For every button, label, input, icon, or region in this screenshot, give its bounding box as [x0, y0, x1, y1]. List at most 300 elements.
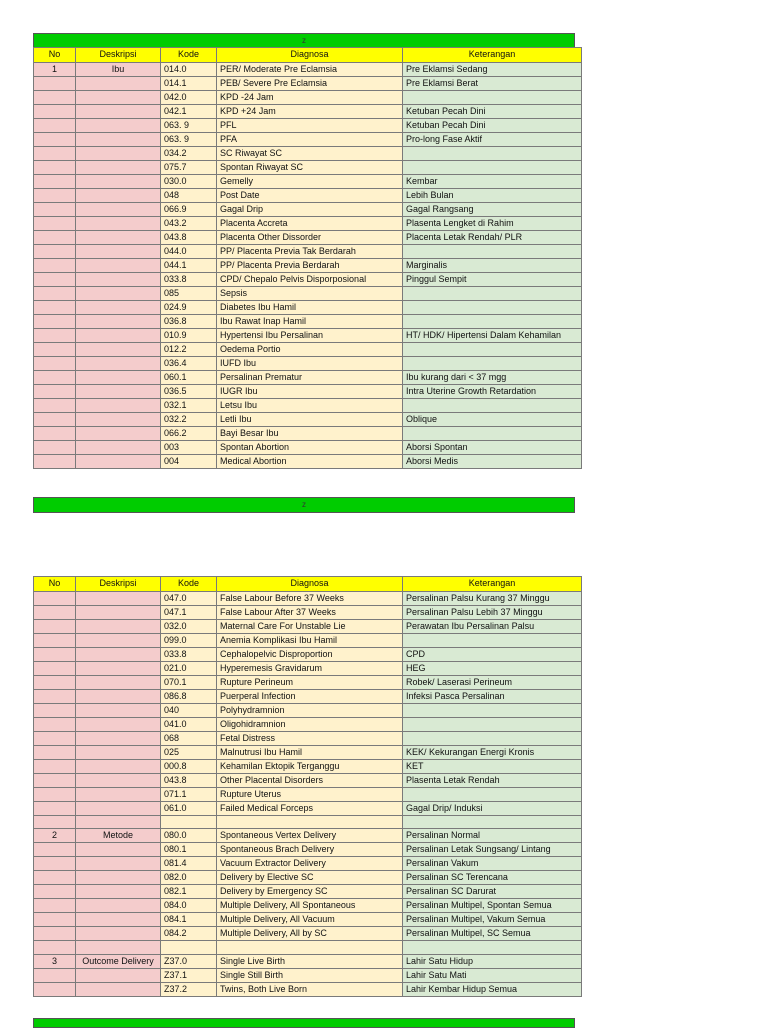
cell-no — [34, 968, 76, 982]
cell-no — [34, 216, 76, 230]
cell-deskripsi — [76, 412, 161, 426]
cell-deskripsi — [76, 454, 161, 468]
table-row — [34, 90, 582, 104]
header-keterangan: Keterangan — [403, 577, 582, 592]
cell-diagnosa: Spontan Riwayat SC — [217, 160, 403, 174]
cell-deskripsi — [76, 927, 161, 941]
table-row — [34, 202, 582, 216]
table-row — [34, 370, 582, 384]
cell-no — [34, 342, 76, 356]
cell-keterangan: Persalinan Normal — [403, 829, 582, 843]
cell-kode: 032.1 — [161, 398, 217, 412]
cell-kode: 099.0 — [161, 633, 217, 647]
cell-kode: 081.4 — [161, 857, 217, 871]
header-deskripsi: Deskripsi — [76, 577, 161, 592]
cell-deskripsi — [76, 160, 161, 174]
table-row — [34, 605, 582, 619]
cell-kode: 036.4 — [161, 356, 217, 370]
table-row — [34, 647, 582, 661]
cell-keterangan — [403, 398, 582, 412]
cell-diagnosa: Letli Ibu — [217, 412, 403, 426]
cell-kode: 080.1 — [161, 843, 217, 857]
cell-deskripsi — [76, 899, 161, 913]
cell-diagnosa: Spontaneous Brach Delivery — [217, 843, 403, 857]
cell-keterangan: Intra Uterine Growth Retardation — [403, 384, 582, 398]
cell-kode: 084.2 — [161, 927, 217, 941]
cell-diagnosa: Gagal Drip — [217, 202, 403, 216]
cell-no — [34, 591, 76, 605]
cell-no — [34, 188, 76, 202]
cell-diagnosa: Ibu Rawat Inap Hamil — [217, 314, 403, 328]
table-row — [34, 675, 582, 689]
table-row — [34, 857, 582, 871]
table-row — [34, 731, 582, 745]
cell-deskripsi — [76, 968, 161, 982]
table-row — [34, 941, 582, 955]
table-row — [34, 787, 582, 801]
cell-kode: 010.9 — [161, 328, 217, 342]
cell-kode: 043.8 — [161, 230, 217, 244]
cell-deskripsi — [76, 689, 161, 703]
cell-deskripsi — [76, 591, 161, 605]
cell-no — [34, 689, 76, 703]
table-row — [34, 132, 582, 146]
cell-diagnosa: Letsu Ibu — [217, 398, 403, 412]
cell-no — [34, 370, 76, 384]
cell-diagnosa: CPD/ Chepalo Pelvis Disporposional — [217, 272, 403, 286]
cell-deskripsi — [76, 647, 161, 661]
table-row — [34, 619, 582, 633]
table-row — [34, 146, 582, 160]
cell-kode: 068 — [161, 731, 217, 745]
cell-diagnosa — [217, 815, 403, 829]
diagnosis-table-ibu — [33, 47, 582, 469]
cell-deskripsi: Metode — [76, 829, 161, 843]
cell-diagnosa: False Labour After 37 Weeks — [217, 605, 403, 619]
cell-keterangan: Plasenta Letak Rendah — [403, 773, 582, 787]
cell-keterangan: Pre Eklamsi Sedang — [403, 62, 582, 76]
cell-deskripsi — [76, 104, 161, 118]
cell-deskripsi — [76, 913, 161, 927]
cell-no — [34, 857, 76, 871]
cell-deskripsi — [76, 871, 161, 885]
cell-kode: 044.1 — [161, 258, 217, 272]
table-row — [34, 412, 582, 426]
cell-diagnosa: PFA — [217, 132, 403, 146]
cell-deskripsi — [76, 703, 161, 717]
cell-keterangan: Ibu kurang dari < 37 mgg — [403, 370, 582, 384]
header-keterangan: Keterangan — [403, 48, 582, 63]
cell-deskripsi — [76, 661, 161, 675]
cell-diagnosa: Puerperal Infection — [217, 689, 403, 703]
cell-kode: 024.9 — [161, 300, 217, 314]
cell-keterangan — [403, 941, 582, 955]
cell-no — [34, 703, 76, 717]
cell-diagnosa: False Labour Before 37 Weeks — [217, 591, 403, 605]
cell-no — [34, 412, 76, 426]
cell-diagnosa: IUGR Ibu — [217, 384, 403, 398]
cell-no — [34, 927, 76, 941]
cell-keterangan — [403, 731, 582, 745]
cell-no — [34, 272, 76, 286]
cell-kode: 036.8 — [161, 314, 217, 328]
cell-deskripsi — [76, 745, 161, 759]
cell-keterangan: Persalinan Palsu Kurang 37 Minggu — [403, 591, 582, 605]
cell-no — [34, 132, 76, 146]
header-diagnosa: Diagnosa — [217, 577, 403, 592]
cell-deskripsi — [76, 731, 161, 745]
cell-deskripsi — [76, 815, 161, 829]
cell-no — [34, 160, 76, 174]
cell-diagnosa: Persalinan Prematur — [217, 370, 403, 384]
cell-no — [34, 286, 76, 300]
cell-no — [34, 647, 76, 661]
cell-kode: 061.0 — [161, 801, 217, 815]
cell-kode: 041.0 — [161, 717, 217, 731]
table-row — [34, 717, 582, 731]
cell-deskripsi — [76, 300, 161, 314]
cell-keterangan — [403, 160, 582, 174]
cell-no — [34, 454, 76, 468]
cell-no — [34, 76, 76, 90]
cell-keterangan: Plasenta Lengket di Rahim — [403, 216, 582, 230]
header-no: No — [34, 577, 76, 592]
table-row — [34, 356, 582, 370]
cell-keterangan: Kembar — [403, 174, 582, 188]
cell-kode: 070.1 — [161, 675, 217, 689]
cell-no — [34, 356, 76, 370]
table-row — [34, 76, 582, 90]
cell-keterangan: Ketuban Pecah Dini — [403, 104, 582, 118]
table-row — [34, 689, 582, 703]
cell-deskripsi — [76, 384, 161, 398]
table-row — [34, 384, 582, 398]
cell-diagnosa: Post Date — [217, 188, 403, 202]
cell-deskripsi — [76, 801, 161, 815]
table-row — [34, 843, 582, 857]
cell-kode: 043.2 — [161, 216, 217, 230]
cell-deskripsi — [76, 286, 161, 300]
cell-diagnosa: Single Still Birth — [217, 968, 403, 982]
table-row — [34, 591, 582, 605]
cell-deskripsi — [76, 202, 161, 216]
cell-deskripsi — [76, 941, 161, 955]
cell-no: 1 — [34, 62, 76, 76]
cell-no: 3 — [34, 954, 76, 968]
cell-diagnosa: Maternal Care For Unstable Lie — [217, 619, 403, 633]
cell-diagnosa: Other Placental Disorders — [217, 773, 403, 787]
cell-diagnosa: PP/ Placenta Previa Tak Berdarah — [217, 244, 403, 258]
cell-kode: 036.5 — [161, 384, 217, 398]
cell-diagnosa: Oedema Portio — [217, 342, 403, 356]
cell-keterangan — [403, 146, 582, 160]
cell-no — [34, 440, 76, 454]
cell-diagnosa: Hypertensi Ibu Persalinan — [217, 328, 403, 342]
header-kode: Kode — [161, 48, 217, 63]
cell-no — [34, 633, 76, 647]
cell-kode: 014.1 — [161, 76, 217, 90]
cell-deskripsi: Ibu — [76, 62, 161, 76]
cell-keterangan: Persalinan Vakum — [403, 857, 582, 871]
cell-keterangan: Marginalis — [403, 258, 582, 272]
cell-keterangan — [403, 244, 582, 258]
cell-no — [34, 426, 76, 440]
cell-diagnosa: Bayi Besar Ibu — [217, 426, 403, 440]
cell-deskripsi — [76, 605, 161, 619]
cell-keterangan: Robek/ Laserasi Perineum — [403, 675, 582, 689]
cell-kode: 042.0 — [161, 90, 217, 104]
header-diagnosa: Diagnosa — [217, 48, 403, 63]
cell-kode: 044.0 — [161, 244, 217, 258]
cell-no — [34, 885, 76, 899]
cell-kode: 032.2 — [161, 412, 217, 426]
table-row — [34, 398, 582, 412]
cell-diagnosa: SC Riwayat SC — [217, 146, 403, 160]
table-row — [34, 104, 582, 118]
table-row — [34, 773, 582, 787]
table-row — [34, 913, 582, 927]
table-row — [34, 745, 582, 759]
cell-keterangan: Perawatan Ibu Persalinan Palsu — [403, 619, 582, 633]
table-row — [34, 216, 582, 230]
table-row — [34, 440, 582, 454]
cell-kode: 085 — [161, 286, 217, 300]
cell-deskripsi — [76, 633, 161, 647]
cell-keterangan: Oblique — [403, 412, 582, 426]
cell-keterangan: Lahir Satu Mati — [403, 968, 582, 982]
cell-deskripsi — [76, 76, 161, 90]
cell-keterangan: Pro-long Fase Aktif — [403, 132, 582, 146]
cell-deskripsi — [76, 982, 161, 996]
table-row — [34, 871, 582, 885]
cell-keterangan: Persalinan Multipel, Spontan Semua — [403, 899, 582, 913]
cell-deskripsi — [76, 370, 161, 384]
cell-kode: Z37.2 — [161, 982, 217, 996]
cell-kode: 004 — [161, 454, 217, 468]
cell-no — [34, 202, 76, 216]
table-row — [34, 633, 582, 647]
table-row — [34, 801, 582, 815]
cell-no — [34, 174, 76, 188]
cell-no — [34, 314, 76, 328]
cell-keterangan: Lahir Satu Hidup — [403, 954, 582, 968]
cell-kode: 040 — [161, 703, 217, 717]
cell-diagnosa: Malnutrusi Ibu Hamil — [217, 745, 403, 759]
cell-kode: 034.2 — [161, 146, 217, 160]
cell-kode — [161, 815, 217, 829]
cell-keterangan: Pre Eklamsi Berat — [403, 76, 582, 90]
cell-keterangan: Persalinan SC Terencana — [403, 871, 582, 885]
cell-diagnosa: Oligohidramnion — [217, 717, 403, 731]
cell-deskripsi — [76, 759, 161, 773]
table-row — [34, 982, 582, 996]
table-row — [34, 300, 582, 314]
table-row — [34, 342, 582, 356]
cell-diagnosa: PFL — [217, 118, 403, 132]
cell-no — [34, 843, 76, 857]
cell-diagnosa: Fetal Distress — [217, 731, 403, 745]
cell-keterangan: Persalinan Palsu Lebih 37 Minggu — [403, 605, 582, 619]
cell-keterangan — [403, 633, 582, 647]
table-row — [34, 759, 582, 773]
cell-kode: Z37.0 — [161, 954, 217, 968]
cell-diagnosa: Multiple Delivery, All by SC — [217, 927, 403, 941]
cell-kode: 014.0 — [161, 62, 217, 76]
cell-keterangan: CPD — [403, 647, 582, 661]
cell-kode: 063. 9 — [161, 118, 217, 132]
table-row — [34, 188, 582, 202]
table-header-row — [34, 48, 582, 63]
cell-deskripsi — [76, 314, 161, 328]
cell-no — [34, 384, 76, 398]
table-row — [34, 62, 582, 76]
cell-diagnosa: Rupture Uterus — [217, 787, 403, 801]
cell-diagnosa: Delivery by Emergency SC — [217, 885, 403, 899]
cell-deskripsi — [76, 717, 161, 731]
cell-deskripsi — [76, 342, 161, 356]
cell-no — [34, 104, 76, 118]
cell-keterangan — [403, 314, 582, 328]
header-kode: Kode — [161, 577, 217, 592]
header-no: No — [34, 48, 76, 63]
cell-kode: 066.2 — [161, 426, 217, 440]
cell-deskripsi — [76, 244, 161, 258]
cell-kode: 033.8 — [161, 272, 217, 286]
cell-no — [34, 146, 76, 160]
cell-no — [34, 913, 76, 927]
cell-diagnosa: Placenta Accreta — [217, 216, 403, 230]
cell-keterangan: Persalinan Multipel, Vakum Semua — [403, 913, 582, 927]
cell-keterangan — [403, 703, 582, 717]
cell-deskripsi — [76, 787, 161, 801]
cell-no — [34, 731, 76, 745]
cell-keterangan: KEK/ Kekurangan Energi Kronis — [403, 745, 582, 759]
cell-deskripsi — [76, 398, 161, 412]
cell-kode: 066.9 — [161, 202, 217, 216]
cell-deskripsi — [76, 118, 161, 132]
cell-no — [34, 605, 76, 619]
cell-no — [34, 759, 76, 773]
cell-deskripsi — [76, 216, 161, 230]
cell-deskripsi — [76, 426, 161, 440]
cell-kode: 086.8 — [161, 689, 217, 703]
cell-diagnosa: Anemia Komplikasi Ibu Hamil — [217, 633, 403, 647]
cell-diagnosa: Sepsis — [217, 286, 403, 300]
cell-deskripsi — [76, 174, 161, 188]
table-row — [34, 272, 582, 286]
table-row — [34, 314, 582, 328]
cell-deskripsi — [76, 675, 161, 689]
cell-no — [34, 745, 76, 759]
cell-kode: 063. 9 — [161, 132, 217, 146]
cell-kode: 080.0 — [161, 829, 217, 843]
cell-no — [34, 982, 76, 996]
cell-diagnosa: Single Live Birth — [217, 954, 403, 968]
cell-deskripsi — [76, 356, 161, 370]
cell-diagnosa: IUFD Ibu — [217, 356, 403, 370]
cell-diagnosa: Multiple Delivery, All Spontaneous — [217, 899, 403, 913]
cell-kode: Z37.1 — [161, 968, 217, 982]
top-green-band: z — [33, 33, 575, 48]
cell-no — [34, 619, 76, 633]
cell-kode: 030.0 — [161, 174, 217, 188]
cell-kode: 047.0 — [161, 591, 217, 605]
cell-no — [34, 300, 76, 314]
cell-no — [34, 244, 76, 258]
cell-deskripsi — [76, 146, 161, 160]
cell-deskripsi — [76, 230, 161, 244]
cell-kode: 084.0 — [161, 899, 217, 913]
cell-keterangan — [403, 426, 582, 440]
cell-kode: 048 — [161, 188, 217, 202]
cell-kode: 082.1 — [161, 885, 217, 899]
cell-diagnosa: Delivery by Elective SC — [217, 871, 403, 885]
cell-no — [34, 90, 76, 104]
table-row — [34, 968, 582, 982]
cell-keterangan: Pinggul Sempit — [403, 272, 582, 286]
table-body — [34, 62, 582, 468]
cell-keterangan: Persalinan SC Darurat — [403, 885, 582, 899]
cell-diagnosa: Hyperemesis Gravidarum — [217, 661, 403, 675]
cell-no — [34, 230, 76, 244]
cell-no — [34, 899, 76, 913]
cell-diagnosa: Gemelly — [217, 174, 403, 188]
cell-diagnosa: PER/ Moderate Pre Eclamsia — [217, 62, 403, 76]
cell-no — [34, 398, 76, 412]
cell-kode: 071.1 — [161, 787, 217, 801]
cell-no — [34, 118, 76, 132]
cell-keterangan: Aborsi Medis — [403, 454, 582, 468]
cell-kode: 025 — [161, 745, 217, 759]
table-body — [34, 591, 582, 996]
cell-keterangan: Persalinan Multipel, SC Semua — [403, 927, 582, 941]
table-row — [34, 661, 582, 675]
cell-diagnosa: Medical Abortion — [217, 454, 403, 468]
cell-keterangan: HEG — [403, 661, 582, 675]
cell-no — [34, 328, 76, 342]
cell-diagnosa: Rupture Perineum — [217, 675, 403, 689]
cell-keterangan: Gagal Rangsang — [403, 202, 582, 216]
cell-deskripsi — [76, 440, 161, 454]
cell-kode: 060.1 — [161, 370, 217, 384]
cell-diagnosa — [217, 941, 403, 955]
cell-kode: 000.8 — [161, 759, 217, 773]
cell-kode: 084.1 — [161, 913, 217, 927]
cell-no: 2 — [34, 829, 76, 843]
cell-deskripsi — [76, 619, 161, 633]
cell-deskripsi — [76, 188, 161, 202]
cell-deskripsi — [76, 857, 161, 871]
cell-keterangan: Persalinan Letak Sungsang/ Lintang — [403, 843, 582, 857]
cell-kode: 047.1 — [161, 605, 217, 619]
cell-keterangan — [403, 342, 582, 356]
cell-deskripsi — [76, 90, 161, 104]
table-row — [34, 118, 582, 132]
cell-no — [34, 675, 76, 689]
cell-keterangan: Gagal Drip/ Induksi — [403, 801, 582, 815]
cell-diagnosa: Polyhydramnion — [217, 703, 403, 717]
cell-kode: 075.7 — [161, 160, 217, 174]
table-row — [34, 328, 582, 342]
cell-kode: 042.1 — [161, 104, 217, 118]
cell-keterangan — [403, 356, 582, 370]
cell-kode: 012.2 — [161, 342, 217, 356]
cell-diagnosa: KPD -24 Jam — [217, 90, 403, 104]
cell-diagnosa: KPD +24 Jam — [217, 104, 403, 118]
cell-no — [34, 773, 76, 787]
cell-keterangan: Ketuban Pecah Dini — [403, 118, 582, 132]
diagnosis-table-continued — [33, 576, 582, 997]
